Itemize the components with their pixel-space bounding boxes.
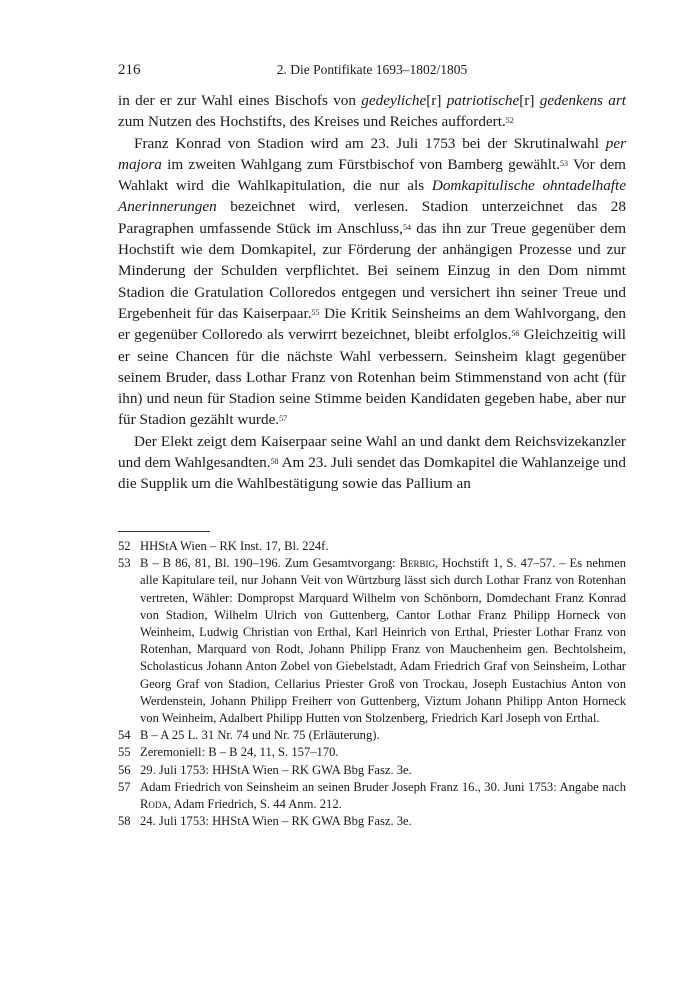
footnote-number: 54 — [118, 728, 131, 743]
paragraph-1: in der er zur Wahl eines Bischofs von gedeyliche[r] patriotische[r] gedenkens art zum Nutzen des Hochstifts, des Kreises und Reiches auffordert.$^{52}$ — [118, 92, 626, 131]
footnote-56 — [118, 762, 626, 779]
footnote-text: Zeremoniell: B – B 24, 11, S. 157–170. — [140, 745, 339, 760]
footnote-ref-57[interactable]: 57 — [279, 414, 288, 424]
footnote-text: B – A 25 L. 31 Nr. 74 und Nr. 75 (Erläuterung). — [140, 728, 380, 743]
main-text — [118, 90, 626, 495]
footnotes — [118, 538, 626, 830]
footnote-ref-53[interactable]: 53 — [560, 158, 569, 168]
footnote-text: 24. Juli 1753: HHStA Wien – RK GWA Bbg Fasz. 3e. — [140, 814, 412, 829]
footnote-ref-56[interactable]: 56 — [511, 329, 520, 339]
footnote-58 — [118, 813, 626, 830]
paragraph-2: Franz Konrad von Stadion wird am 23. Juli 1753 bei der Skrutinalwahl per majora im zweiten Wahlgang zum Fürstbischof von Bamberg gewählt.$^{53}$ Vor dem Wahlakt wird die Wahlkapitulation, die nur als Domkapitulische ohntadelhafte Anerinnerungen bezeichnet wird, verlesen. Stadion unterzeichnet das 28 Paragraphen umfassende Stück im Anschluss,$^{54}$ das ihn zur Treue gegenüber dem Hochstift wie dem Domkapitel, zur Förderung der anhängigen Prozesse und zur Minderung der Schulden verpflichtet. Bei seinem Einzug in den Dom nimmt Stadion die Gratulation Colloredos entgegen und versichert ihn seiner Treue und Ergebenheit für das Kaiserpaar.$^{55}$ Die Kritik Seinsheims an dem Wahlvorgang, den er gegenüber Colloredo als verwirrt bezeichnet, bleibt erfolglos.$^{56}$ Gleichzeitig will er seine Chancen für die nächste Wahl verbessern. Seinsheim klagt gegenüber seinem Bruder, dass Lothar Franz von Rotenhan beim Stimmenstand von acht (für ihn) und neun für Stadion seine Stimme beiden Kandidaten gegeben habe, aber nur für Stadion gezählt wurde.$^{57}$ — [118, 134, 627, 429]
footnote-number: 55 — [118, 745, 131, 760]
footnote-ref-58[interactable]: 58 — [270, 456, 279, 466]
footnote-number: 53 — [118, 556, 131, 571]
footnote-55 — [118, 744, 626, 761]
footnote-text: 29. Juli 1753: HHStA Wien – RK GWA Bbg Fasz. 3e. — [140, 762, 412, 777]
footnote-ref-52[interactable]: 52 — [505, 116, 514, 126]
running-header — [118, 62, 626, 82]
footnote-ref-55[interactable]: 55 — [311, 307, 320, 317]
footnote-54 — [118, 727, 626, 744]
page-number: 216 — [118, 62, 141, 78]
footnote-52 — [118, 538, 626, 555]
footnote-number: 57 — [118, 779, 131, 794]
paragraph-3: Der Elekt zeigt dem Kaiserpaar seine Wahl an und dankt dem Reichsvizekanzler und dem Wahlgesandten.$^{58}$ Am 23. Juli sendet das Domkapitel die Wahlanzeige und die Supplik um die Wahlbestätigung sowie das Pallium an — [118, 432, 626, 493]
footnote-ref-54[interactable]: 54 — [402, 222, 411, 232]
footnote-53 — [118, 555, 626, 727]
footnote-number: 56 — [118, 762, 131, 777]
footnote-separator — [118, 531, 210, 532]
footnote-text: HHStA Wien – RK Inst. 17, Bl. 224f. — [140, 539, 329, 553]
running-title: 2. Die Pontifikate 1693–1802/1805 — [276, 62, 468, 77]
footnote-number: 58 — [118, 814, 131, 829]
footnote-57 — [118, 779, 626, 813]
footnote-text: B – B 86, 81, Bl. 190–196. Zum Gesamtvorgang: Berbig, Hochstift 1, S. 47–57. – Es nehmen alle Kapitulare teil, nur Johann Veit von Würtzburg lässt sich durch Lothar Franz von Rotenhan vertreten, Wähler: Dompropst Marquard Wilhelm von Schönborn, Domdechant Franz Konrad von Stadion, Wilhelm Ulrich von Guttenberg, Cantor Lothar Franz Philipp Horneck von Weinheim, Ludwig Christian von Erthal, Karl Heinrich von Erthal, Priester Lothar Franz von Rotenhan, Marquard von Rodt, Johann Philipp Franz von Mauchenheim gen. Bechtolsheim, Scholasticus Johann Anton Zobel von Giebelstadt, Adam Friedrich Graf von Seinsheim, Lothar Georg Graf von Stadion, Cellarius Priester Groß von Trockau, Joseph Eustachius Anton von Werdenstein, Johann Philipp Freiherr von Guttenberg, Viztum Johann Philipp Anton Horneck von Weinheim, Adalbert Philipp Hutten von Stolzenberg, Friedrich Karl Joseph von Erthal. — [140, 556, 626, 726]
footnote-number: 52 — [118, 539, 131, 553]
footnote-text: Adam Friedrich von Seinsheim an seinen Bruder Joseph Franz 16., 30. Juni 1753: Angabe nach Roda, Adam Friedrich, S. 44 Anm. 212. — [140, 779, 626, 812]
